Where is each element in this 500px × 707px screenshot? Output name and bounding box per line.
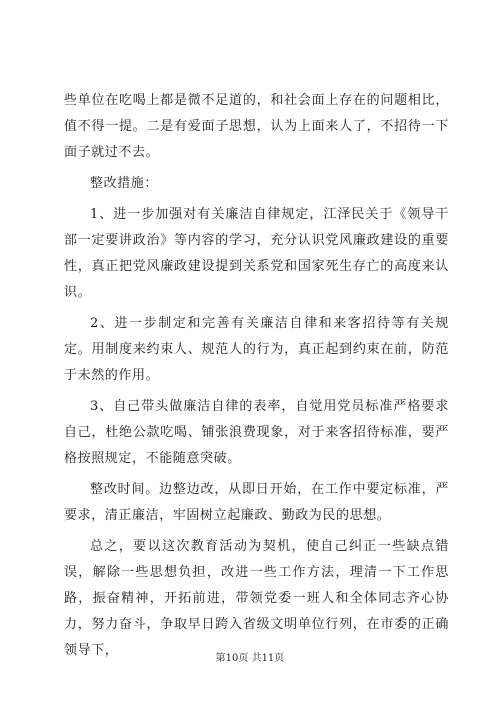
page-footer: 第10页 共11页 (215, 653, 285, 664)
paragraph-measure-3: 3、自己带头做廉洁自律的表率，自觉用党员标准严格要求自己，杜绝公款吃喝、铺张浪费现象，对于来客招待标准，要严格按照规定，不能随意突破。 (64, 399, 449, 466)
paragraph-continuation: 些单位在吃喝上都是微不足道的，和社会面上存在的问题相比，值不得一提。二是有爱面子思想，认为上面来人了，不招待一下面子就过不去。 (64, 93, 449, 160)
paragraph-measure-1: 1、进一步加强对有关廉洁自律规定，江泽民关于《领导干部一定要讲政治》等内容的学习，充分认识党风廉政建设的重要性，真正把党风廉政建设提到关系党和国家死生存亡的高度来认识。 (64, 207, 449, 300)
paragraph-timeline: 整改时间。边整边改，从即日开始，在工作中要定标准，严要求，清正廉洁，牢固树立起廉政、勤政为民的思想。 (64, 482, 449, 523)
paragraph-summary: 总之，要以这次教育活动为契机，使自己纠正一些缺点错误，解除一些思想负担，改进一些工作方法，理清一下工作思路，振奋精神，开拓前进，带领党委一班人和全体同志齐心协力，努力奋斗，争取早日跨入省级文明单位行列，在市委的正确领导下， (64, 539, 449, 658)
body-text (64, 88, 449, 669)
paragraph-heading-measures: 整改措施： (90, 176, 159, 191)
paragraph-measure-2: 2、进一步制定和完善有关廉洁自律和来客招待等有关规定。用制度来约束人、规范人的行为，真正起到约束在前，防范于未然的作用。 (64, 316, 449, 383)
